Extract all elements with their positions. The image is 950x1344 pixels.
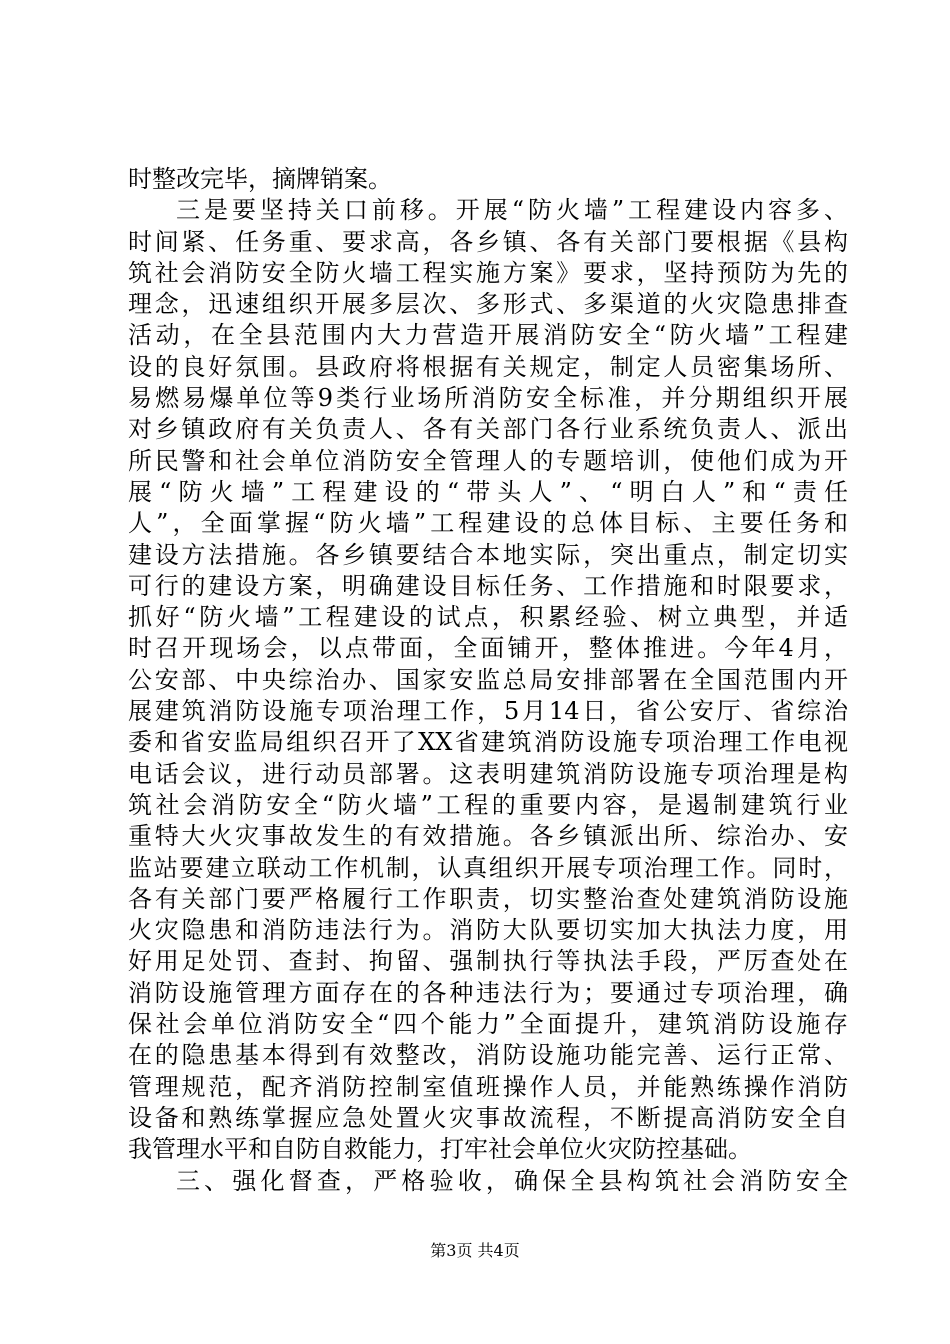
- text-line: 筑社会消防安全防火墙工程实施方案》要求，坚持预防为先的: [128, 258, 848, 287]
- text-line: 展建筑消防设施专项治理工作，5月14日，省公安厅、省综治: [128, 697, 848, 726]
- text-line: 活动，在全县范围内大力营造开展消防安全“防火墙”工程建: [128, 321, 848, 350]
- text-line: 火灾隐患和消防违法行为。消防大队要切实加大执法力度，用: [128, 916, 848, 945]
- text-line: 公安部、中央综治办、国家安监总局安排部署在全国范围内开: [128, 665, 848, 694]
- body-text: [128, 164, 848, 1197]
- text-line: 三是要坚持关口前移。开展“防火墙”工程建设内容多、: [176, 196, 848, 225]
- text-line: 易燃易爆单位等9类行业场所消防安全标准，并分期组织开展: [128, 384, 848, 413]
- text-line: 管理规范，配齐消防控制室值班操作人员，并能熟练操作消防: [128, 1072, 848, 1101]
- text-line: 对乡镇政府有关负责人、各有关部门各行业系统负责人、派出: [128, 415, 848, 444]
- text-line: 设备和熟练掌握应急处置火灾事故流程，不断提高消防安全自: [128, 1103, 848, 1132]
- page-number-footer: 第3页 共4页: [430, 1241, 520, 1260]
- text-line: 三、强化督查，严格验收，确保全县构筑社会消防安全: [176, 1166, 848, 1195]
- text-line: 时间紧、任务重、要求高，各乡镇、各有关部门要根据《县构: [128, 227, 848, 256]
- text-line: 在的隐患基本得到有效整改，消防设施功能完善、运行正常、: [128, 1041, 848, 1070]
- text-line: 可行的建设方案，明确建设目标任务、工作措施和时限要求，: [128, 571, 848, 600]
- text-line: 电话会议，进行动员部署。这表明建筑消防设施专项治理是构: [128, 759, 848, 788]
- text-line: 各有关部门要严格履行工作职责，切实整治查处建筑消防设施: [128, 884, 848, 913]
- text-line: 保社会单位消防安全“四个能力”全面提升，建筑消防设施存: [128, 1010, 848, 1039]
- text-line: 时召开现场会，以点带面，全面铺开，整体推进。今年4月，: [128, 634, 848, 663]
- text-line: 展“防火墙”工程建设的“带头人”、“明白人”和“责任: [128, 477, 848, 506]
- text-line: 我管理水平和自防自救能力，打牢社会单位火灾防控基础。: [128, 1135, 752, 1164]
- text-line: 委和省安监局组织召开了XX省建筑消防设施专项治理工作电视: [128, 728, 848, 757]
- text-line: 监站要建立联动工作机制，认真组织开展专项治理工作。同时，: [128, 853, 848, 882]
- text-line: 消防设施管理方面存在的各种违法行为；要通过专项治理，确: [128, 978, 848, 1007]
- text-line: 抓好“防火墙”工程建设的试点，积累经验、树立典型，并适: [128, 603, 848, 632]
- text-line: 好用足处罚、查封、拘留、强制执行等执法手段，严厉查处在: [128, 947, 848, 976]
- text-line: 理念，迅速组织开展多层次、多形式、多渠道的火灾隐患排查: [128, 290, 848, 319]
- text-line: 筑社会消防安全“防火墙”工程的重要内容，是遏制建筑行业: [128, 790, 848, 819]
- text-line: 所民警和社会单位消防安全管理人的专题培训，使他们成为开: [128, 446, 848, 475]
- text-line: 设的良好氛围。县政府将根据有关规定，制定人员密集场所、: [128, 352, 848, 381]
- text-line: 人”，全面掌握“防火墙”工程建设的总体目标、主要任务和: [128, 509, 848, 538]
- text-line: 时整改完毕，摘牌销案。: [128, 165, 392, 193]
- text-line: 重特大火灾事故发生的有效措施。各乡镇派出所、综治办、安: [128, 822, 848, 851]
- text-line: 建设方法措施。各乡镇要结合本地实际，突出重点，制定切实: [128, 540, 848, 569]
